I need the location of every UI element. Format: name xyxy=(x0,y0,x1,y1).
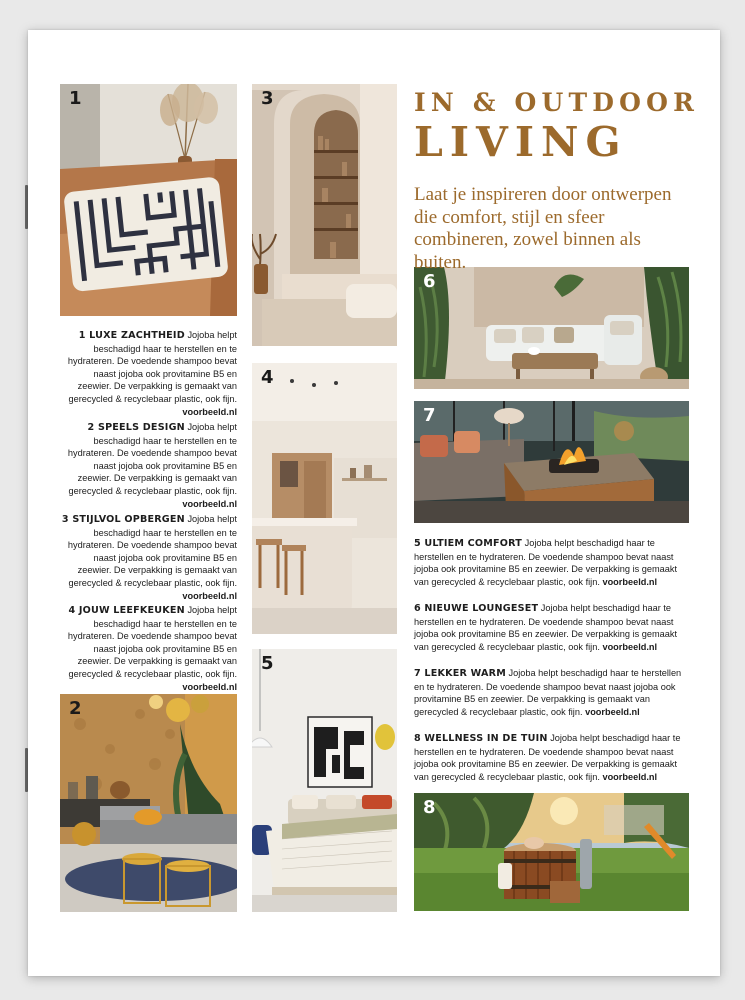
caption-heading: 6 NIEUWE LOUNGESET xyxy=(414,603,539,614)
photo-number: 6 xyxy=(423,271,436,292)
caption-1 xyxy=(58,329,237,418)
caption-heading: 8 WELLNESS IN DE TUIN xyxy=(414,733,548,744)
page-title-line-1: IN & OUTDOOR xyxy=(414,88,700,117)
caption-link[interactable]: voorbeeld.nl xyxy=(182,590,237,601)
caption-link[interactable]: voorbeeld.nl xyxy=(585,706,640,717)
caption-link[interactable]: voorbeeld.nl xyxy=(182,681,237,692)
caption-link[interactable]: voorbeeld.nl xyxy=(182,498,237,509)
caption-link[interactable]: voorbeeld.nl xyxy=(602,641,658,652)
caption-body: Jojoba helpt beschadigd haar te herstellen en te hydrateren. De voedende shampoo bevat naast jojoba ook provitamine B5 en zeewier. De verpakking is gemaakt van gerecycled & recyclebaar plastic, ook fijn. xyxy=(67,422,237,496)
caption-body: Jojoba helpt beschadigd haar te herstellen en te hydrateren. De voedende shampoo bevat naast jojoba ook provitamine B5 en zeewier. De verpakking is gemaakt van gerecycled & recyclebaar plastic, ook fijn. xyxy=(67,330,237,404)
photo-number: 1 xyxy=(69,88,82,109)
caption-link[interactable]: voorbeeld.nl xyxy=(602,771,658,782)
photo-1-cushion xyxy=(60,84,237,316)
photo-8-hot-tub xyxy=(414,793,689,911)
caption-link[interactable]: voorbeeld.nl xyxy=(602,576,658,587)
photo-4-kitchen xyxy=(252,363,397,634)
caption-heading: 7 LEKKER WARM xyxy=(414,668,506,679)
photo-3-arched-shelves xyxy=(252,84,397,346)
intro-text: Laat je inspireren door ontwerpen die comfort, stijl en sfeer combineren, zowel binnen als buiten. xyxy=(414,184,672,273)
caption-heading: 1 LUXE ZACHTHEID xyxy=(78,330,185,341)
caption-body: Jojoba helpt beschadigd haar te herstellen en te hydrateren. De voedende shampoo bevat naast jojoba ook provitamine B5 en zeewier. De verpakking is gemaakt van gerecycled & recyclebaar plastic, ook fijn. xyxy=(67,514,237,588)
caption-body: Jojoba helpt beschadigd haar te herstellen en te hydrateren. De voedende shampoo bevat naast jojoba ook provitamine B5 en zeewier. De verpakking is gemaakt van gerecycled & recyclebaar plastic, ook fijn. xyxy=(67,605,237,679)
caption-heading: 4 JOUW LEEFKEUKEN xyxy=(68,605,185,616)
page-title-line-2: LIVING xyxy=(414,118,628,166)
caption-8 xyxy=(414,732,690,783)
caption-2 xyxy=(58,421,237,510)
caption-7 xyxy=(414,667,690,718)
photo-6-lounge-set xyxy=(414,267,689,389)
photo-number: 5 xyxy=(261,653,274,674)
photo-number: 8 xyxy=(423,797,436,818)
caption-heading: 3 STIJLVOL OPBERGEN xyxy=(61,514,185,525)
caption-body: Jojoba helpt beschadigd haar te herstellen en te hydrateren. De voedende shampoo bevat naast jojoba ook provitamine B5 en zeewier. De verpakking is gemaakt van gerecycled & recyclebaar plastic, ook fijn. xyxy=(414,733,681,782)
photo-5-bedroom xyxy=(252,649,397,912)
caption-6 xyxy=(414,602,690,653)
photo-number: 2 xyxy=(69,698,82,719)
caption-5 xyxy=(414,537,690,588)
caption-body: Jojoba helpt beschadigd haar te herstellen en te hydrateren. De voedende shampoo bevat naast jojoba ook provitamine B5 en zeewier. De verpakking is gemaakt van gerecycled & recyclebaar plastic, ook fijn. xyxy=(414,538,678,587)
caption-body: Jojoba helpt beschadigd haar te herstellen en te hydrateren. De voedende shampoo bevat naast jojoba ook provitamine B5 en zeewier. De verpakking is gemaakt van gerecycled & recyclebaar plastic, ook fijn. xyxy=(414,668,682,717)
caption-3 xyxy=(58,513,237,602)
photo-number: 7 xyxy=(423,405,436,426)
caption-body: Jojoba helpt beschadigd haar te herstellen en te hydrateren. De voedende shampoo bevat naast jojoba ook provitamine B5 en zeewier. De verpakking is gemaakt van gerecycled & recyclebaar plastic, ook fijn. xyxy=(414,603,678,652)
caption-heading: 2 SPEELS DESIGN xyxy=(87,422,185,433)
caption-4 xyxy=(58,604,237,693)
caption-heading: 5 ULTIEM COMFORT xyxy=(414,538,523,549)
photo-2-living-room xyxy=(60,694,237,912)
photo-7-fire-table xyxy=(414,401,689,523)
photo-number: 3 xyxy=(261,88,274,109)
photo-number: 4 xyxy=(261,367,274,388)
caption-link[interactable]: voorbeeld.nl xyxy=(182,406,237,417)
